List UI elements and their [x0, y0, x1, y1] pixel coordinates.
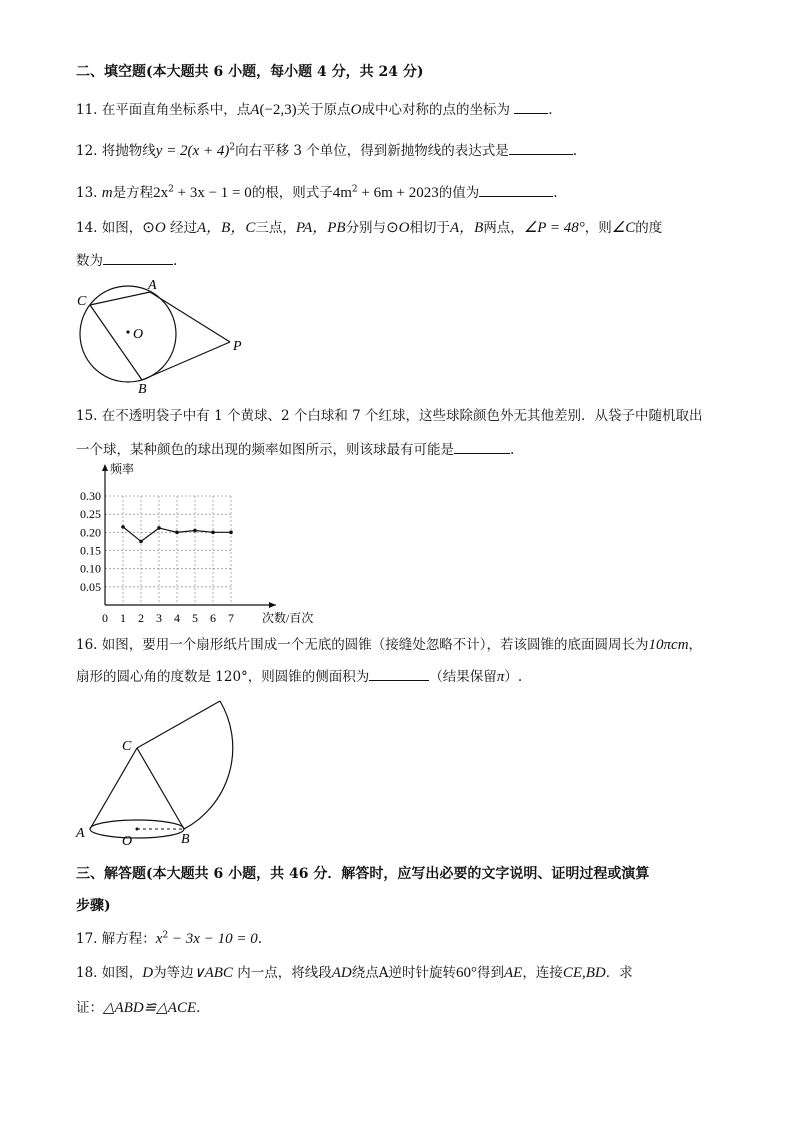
question-16: 16. 如图，要用一个扇形纸片围成一个无底的圆锥（接缝处忽略不计），若该圆锥的底面圆周长为10πcm，	[76, 637, 703, 653]
x-tick-label: 6	[210, 611, 216, 625]
y-tick-label: 0.25	[80, 507, 101, 522]
x-axis-label: 次数/百次	[262, 611, 314, 625]
question-14-line-2: 数为 .	[76, 250, 177, 271]
label-c: C	[122, 739, 132, 754]
y-axis-arrow	[102, 464, 108, 471]
sector-radius-top	[137, 701, 220, 748]
tangent-pa	[150, 292, 230, 342]
data-point	[121, 525, 125, 529]
y-tick-label: 0.10	[80, 561, 101, 576]
answer-blank[interactable]	[454, 439, 510, 454]
answer-blank[interactable]	[103, 250, 173, 265]
question-16-line-2: 扇形的圆心角的度数是 120°，则圆锥的侧面积为 （结果保留π）.	[76, 666, 522, 687]
x-tick-label: 0	[102, 611, 108, 625]
frequency-line-chart	[70, 460, 320, 628]
label-p: P	[233, 339, 242, 354]
y-tick-label: 0.30	[80, 489, 101, 503]
data-point	[229, 531, 233, 535]
circle-o	[80, 286, 176, 382]
answer-blank[interactable]	[514, 99, 548, 114]
x-tick-label: 7	[228, 611, 234, 625]
cone-sector-figure	[74, 695, 244, 851]
base-center	[136, 828, 139, 831]
x-tick-label: 2	[138, 611, 144, 625]
question-13: 13. m是方程$2x^2 + 3x - 1 = 0$的根，则式子$4m^2 + 6m + 2023$的值为 .	[76, 182, 558, 203]
label-a: A	[148, 278, 157, 293]
x-tick-label: 5	[192, 611, 198, 625]
data-point	[139, 540, 143, 544]
section-3-title: 三、解答题(本大题共 6 小题，共 46 分．解答时，应写出必要的文字说明、证明过程或演算	[76, 866, 650, 882]
chart-axes	[102, 464, 276, 608]
data-point	[211, 531, 215, 535]
cone-side-left	[90, 748, 137, 829]
question-15: 15. 在不透明袋子中有 1 个黄球、2 个白球和 7 个红球，这些球除颜色外无其他差别．从袋子中随机取出	[76, 408, 703, 424]
data-point	[175, 531, 179, 535]
x-tick-label: 4	[174, 611, 180, 625]
question-number: 16.	[76, 637, 98, 653]
label-o: O	[122, 834, 133, 849]
center-point	[126, 330, 129, 333]
label-c: C	[77, 294, 87, 309]
data-point	[193, 529, 197, 533]
label-b: B	[138, 382, 147, 396]
answer-blank[interactable]	[369, 666, 429, 681]
data-point	[157, 526, 161, 530]
question-number: 14.	[76, 220, 98, 236]
chart-grid	[105, 496, 231, 605]
question-number: 15.	[76, 408, 98, 424]
answer-blank[interactable]	[509, 140, 573, 155]
section-3-title-line-2: 步骤)	[76, 898, 111, 914]
y-axis-label: 频率	[110, 462, 135, 476]
tangent-pb	[142, 342, 230, 380]
question-18: 18. 如图，D为等边∨ABC 内一点，将线段AD绕点A逆时针旋转60°得到AE，连接CE,BD．求	[76, 965, 633, 981]
question-12: 12. 将抛物线$y = 2(x + 4)^2$向右平移 3 个单位，得到新抛物线的表达式是 .	[76, 140, 577, 161]
label-b: B	[181, 832, 190, 847]
question-18-line-2: 证：△ABD≌△ACE.	[76, 1000, 201, 1016]
chord-ca	[90, 292, 150, 305]
label-a: A	[76, 826, 85, 841]
question-number: 12.	[76, 143, 98, 159]
question-11: 11. 在平面直角坐标系中，点A(−2,3)关于原点O成中心对称的点的坐标为 .	[76, 99, 553, 120]
chord-cb	[90, 305, 142, 380]
question-17: 17. 解方程：$x^2 - 3x - 10 = 0$.	[76, 930, 263, 947]
y-tick-label: 0.15	[80, 543, 101, 558]
y-tick-label: 0.05	[80, 579, 101, 594]
question-number: 18.	[76, 965, 98, 981]
section-2-title: 二、填空题(本大题共 6 小题，每小题 4 分，共 24 分)	[76, 64, 424, 80]
cone-side-right	[137, 748, 184, 829]
x-tick-label: 3	[156, 611, 162, 625]
question-number: 11.	[76, 102, 98, 118]
question-15-line-2: 一个球，某种颜色的球出现的频率如图所示，则该球最有可能是 .	[76, 439, 514, 460]
x-axis-arrow	[269, 602, 276, 608]
question-number: 13.	[76, 185, 98, 201]
sector-arc	[184, 701, 233, 829]
y-tick-label: 0.20	[80, 525, 101, 540]
x-tick-label: 1	[120, 611, 126, 625]
label-o: O	[133, 327, 144, 342]
question-14: 14. 如图，⊙O 经过A，B，C三点，PA，PB分别与⊙O相切于A，B两点，∠P = 48°，则∠C的度	[76, 220, 663, 236]
answer-blank[interactable]	[479, 182, 553, 197]
question-number: 17.	[76, 931, 98, 947]
circle-tangent-figure	[74, 278, 254, 396]
